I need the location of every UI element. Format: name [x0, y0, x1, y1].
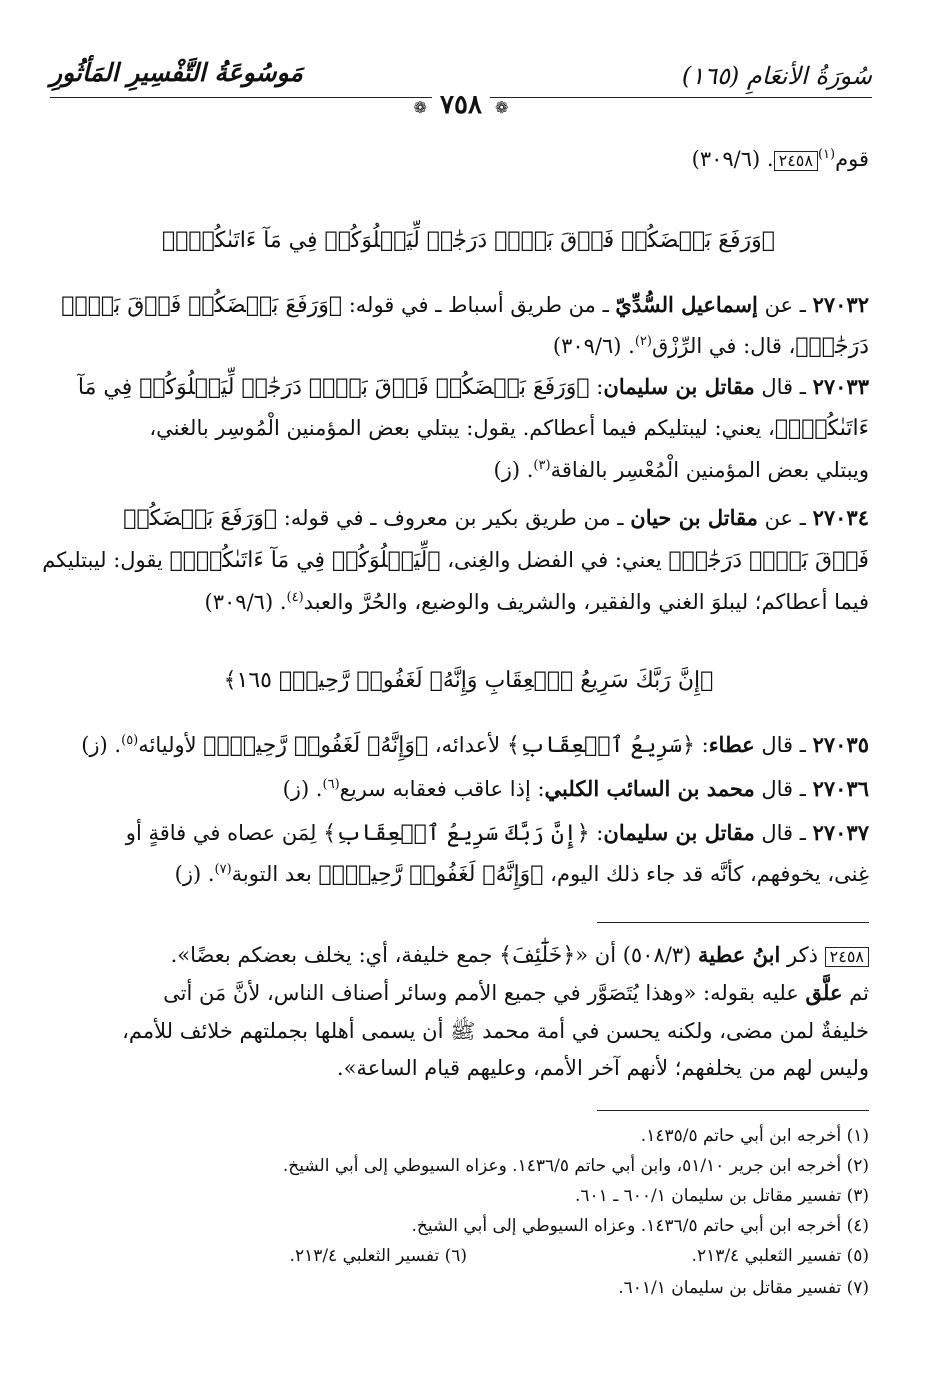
footnote: (٣) تفسير مقاتل بن سليمان ٦٠٠/١ ـ ٦٠١.	[575, 1186, 869, 1206]
text-span: ٢٧٠٣٤	[812, 505, 869, 530]
text-span: مقاتل بن سليمان	[603, 374, 755, 399]
text-span: :	[589, 375, 604, 399]
text-span: ـ من طريق أسباط ـ في قوله:	[342, 293, 616, 317]
text-span: مقاتل بن حيان	[630, 505, 758, 530]
text-span: ﴿وَرَفَعَ بَعۡضَكُمۡ فَوۡقَ بَعۡضٖ	[61, 293, 343, 318]
commentary-number-box: ٢٤٥٨	[825, 947, 869, 967]
text-span: ﴿وَرَفَعَ بَعۡضَكُمۡ	[123, 506, 278, 531]
text-span: ذكر	[780, 943, 825, 967]
text-span: فَوۡقَ بَعۡضٖ دَرَجَٰتٖ﴾	[668, 548, 869, 573]
text-span: (٣)	[533, 458, 551, 473]
text-span: ٢٧٠٣٥	[812, 732, 869, 757]
entry-line	[62, 590, 869, 614]
text-span: (٦)	[322, 777, 340, 792]
text-span: محمد بن السائب الكلبي	[544, 776, 755, 801]
book-title: مَوسُوعَةُ التَّفْسِيرِ المَأثُورِ	[50, 58, 303, 87]
text-span: (١)	[817, 147, 836, 162]
entry-line	[62, 776, 869, 801]
ornament-icon: ❁	[413, 98, 427, 117]
text-span: ٢٧٠٣٣	[812, 374, 869, 399]
text-span: ﴿لِّيَبۡلُوَكُمۡ فِي مَآ ءَاتَىٰكُمۡۗ﴾	[169, 548, 441, 573]
text-span: ﴿وَإِنَّهُۥ لَغَفُورٞ رَّحِيمُۢ﴾	[203, 733, 429, 758]
text-span: علَّق	[805, 980, 843, 1005]
entry-line	[62, 374, 869, 400]
commentary-separator	[597, 922, 869, 923]
text-span: . (٣٠٩/٦)	[691, 147, 774, 171]
entry-line	[62, 458, 869, 482]
page-number-block	[50, 90, 872, 120]
text-span: ، قال: في الرِّزْق	[651, 334, 796, 358]
text-span: قوم	[835, 147, 869, 171]
commentary-line	[62, 980, 869, 1005]
text-span: لِمَن عصاه في فاقةٍ أو	[125, 821, 324, 845]
text-span: يعني: في الفضل والغِنى،	[440, 548, 669, 572]
text-span: ٢٧٠٣٧	[812, 820, 869, 845]
text-span: غِنى، يخوفهم، كأنَّه قد جاء ذلك اليوم،	[543, 862, 869, 886]
text-span: يقول: ليبتليكم	[42, 548, 170, 572]
text-span: . (ز)	[493, 458, 534, 482]
text-span: فيما أعطاكم؛ ليبلوَ الغني والفقير، والشريف والوضيع، والحُرَّ والعبد	[303, 590, 869, 614]
verse-heading: ﴿إِنَّ رَبَّكَ سَرِيعُ ٱلۡعِقَابِ وَإِنَّهُۥ لَغَفُورٞ رَّحِيمُۢ ١٦٥﴾	[223, 668, 714, 693]
text-span: (٢)	[634, 334, 652, 349]
text-span: : إذا عاقب فعقابه سريع	[339, 777, 545, 801]
text-span: :	[589, 821, 604, 845]
text-span: ، يعني: ليبتليكم فيما أعطاكم. يقول: يبتلي بعض المؤمنين الْمُوسِر بالغني،	[149, 416, 775, 440]
text-span: إسماعيل السُّدِّيّ	[615, 292, 758, 317]
entry-line	[62, 416, 869, 441]
text-span: عطاء	[708, 732, 755, 757]
entry-line	[42, 548, 869, 573]
commentary-line: خليفةٌ لمن مضى، ولكنه يحسن في أمة محمد ﷺ أن يسمى أهلها بجملتهم خلائف للأمم،	[122, 1019, 869, 1043]
text-span: لأوليائه	[138, 733, 204, 757]
text-span: . (ز)	[81, 733, 122, 757]
text-span: ـ عن	[757, 506, 813, 530]
text-span: جمع خليفة، أي: يخلف بعضكم بعضًا».	[170, 943, 500, 967]
text-span: ـ قال	[754, 777, 813, 801]
page-header	[50, 52, 872, 134]
text-span: ﴿خَلَٰٓئِفَ﴾	[499, 943, 576, 968]
surah-title: سُورَةُ الأنعَامِ (١٦٥)	[681, 62, 872, 90]
text-span: ﴿إِنَّ رَبَّكَ سَرِيعُ ٱلۡعِقَابِ﴾	[323, 821, 590, 846]
text-span: ـ عن	[757, 293, 813, 317]
commentary-line	[62, 942, 869, 968]
entry-line	[62, 505, 869, 531]
text-span: ﴿وَرَفَعَ بَعۡضَكُمۡ فَوۡقَ بَعۡضٖ دَرَجَٰتٖ لِّيَبۡلُوَكُمۡ فِي مَآ	[77, 375, 590, 400]
text-span: ثم	[842, 981, 869, 1005]
text-span: . (٣٠٩/٦)	[204, 590, 287, 614]
text-span: (٥٠٨/٣) أن «	[575, 943, 698, 967]
footnote: (٤) أخرجه ابن أبي حاتم ١٤٣٦/٥. وعزاه السيوطي إلى أبي الشيخ.	[411, 1216, 869, 1236]
page-number: ٧٥٨	[432, 90, 490, 120]
text-span: ابنُ عطية	[697, 942, 781, 967]
text-span: عليه بقوله: «وهذا يُتَصَوَّر في جميع الأمم وسائر أصناف الناس، لأنَّ مَن أتى	[163, 981, 806, 1005]
entry-line	[62, 820, 869, 846]
text-span: بعد التوبة	[231, 862, 319, 886]
commentary-ref-box: ٢٤٥٨	[774, 151, 818, 171]
footnote: (٢) أخرجه ابن جرير ٥١/١٠، وابن أبي حاتم ١٤٣٦/٥. وعزاه السيوطي إلى أبي الشيخ.	[282, 1156, 869, 1176]
ornament-icon: ❁	[495, 98, 509, 117]
text-span: ﴿سَرِيعُ ٱلۡعِقَابِ﴾	[506, 733, 695, 758]
text-span: ٢٧٠٣٢	[812, 292, 869, 317]
text-span: ويبتلي بعض المؤمنين الْمُعْسِر بالفاقة	[550, 458, 869, 482]
text-span: مقاتل بن سليمان	[603, 820, 755, 845]
commentary-line: وليس لهم من يخلفهم؛ لأنهم آخر الأمم، وعليهم قيام الساعة».	[336, 1056, 869, 1080]
text-span: لأعدائه،	[428, 733, 507, 757]
text-span: :	[694, 733, 709, 757]
entry-line	[62, 862, 869, 887]
entry-line	[62, 292, 869, 318]
text-span: . (٣٠٩/٦)	[552, 334, 635, 358]
footnote: (٥) تفسير الثعلبي ٢١٣/٤.	[691, 1246, 869, 1266]
footnote: (٧) تفسير مقاتل بن سليمان ٦٠١/١.	[618, 1278, 869, 1298]
text-span: ـ قال	[754, 375, 813, 399]
verse-heading: ﴿وَرَفَعَ بَعۡضَكُمۡ فَوۡقَ بَعۡضٖ دَرَجَٰتٖ لِّيَبۡلُوَكُمۡ فِي مَآ ءَاتَىٰكُمۡۗ﴾	[162, 228, 775, 253]
text-span: . (ز)	[174, 862, 215, 886]
text-span: . (ز)	[282, 777, 323, 801]
text-span: ءَاتَىٰكُمۡۗ﴾	[774, 416, 869, 441]
footnote: (١) أخرجه ابن أبي حاتم ١٤٣٥/٥.	[640, 1126, 869, 1146]
text-span: (٥)	[121, 733, 139, 748]
entry-line	[62, 334, 869, 359]
text-span: ـ من طريق بكير بن معروف ـ في قوله:	[277, 506, 631, 530]
text-span: ـ قال	[754, 821, 813, 845]
footnote: (٦) تفسير الثعلبي ٢١٣/٤.	[289, 1246, 467, 1266]
text-span: دَرَجَٰتٖ﴾	[795, 334, 869, 359]
text-span: (٧)	[214, 862, 232, 877]
text-span: ـ قال	[754, 733, 813, 757]
footnote-separator	[597, 1110, 869, 1111]
text-span: ﴿وَإِنَّهُۥ لَغَفُورٞ رَّحِيمُۢ﴾	[318, 862, 544, 887]
continuation-line	[62, 147, 869, 171]
text-span: (٤)	[286, 590, 304, 605]
text-span: ٢٧٠٣٦	[812, 776, 869, 801]
entry-line	[62, 732, 869, 758]
